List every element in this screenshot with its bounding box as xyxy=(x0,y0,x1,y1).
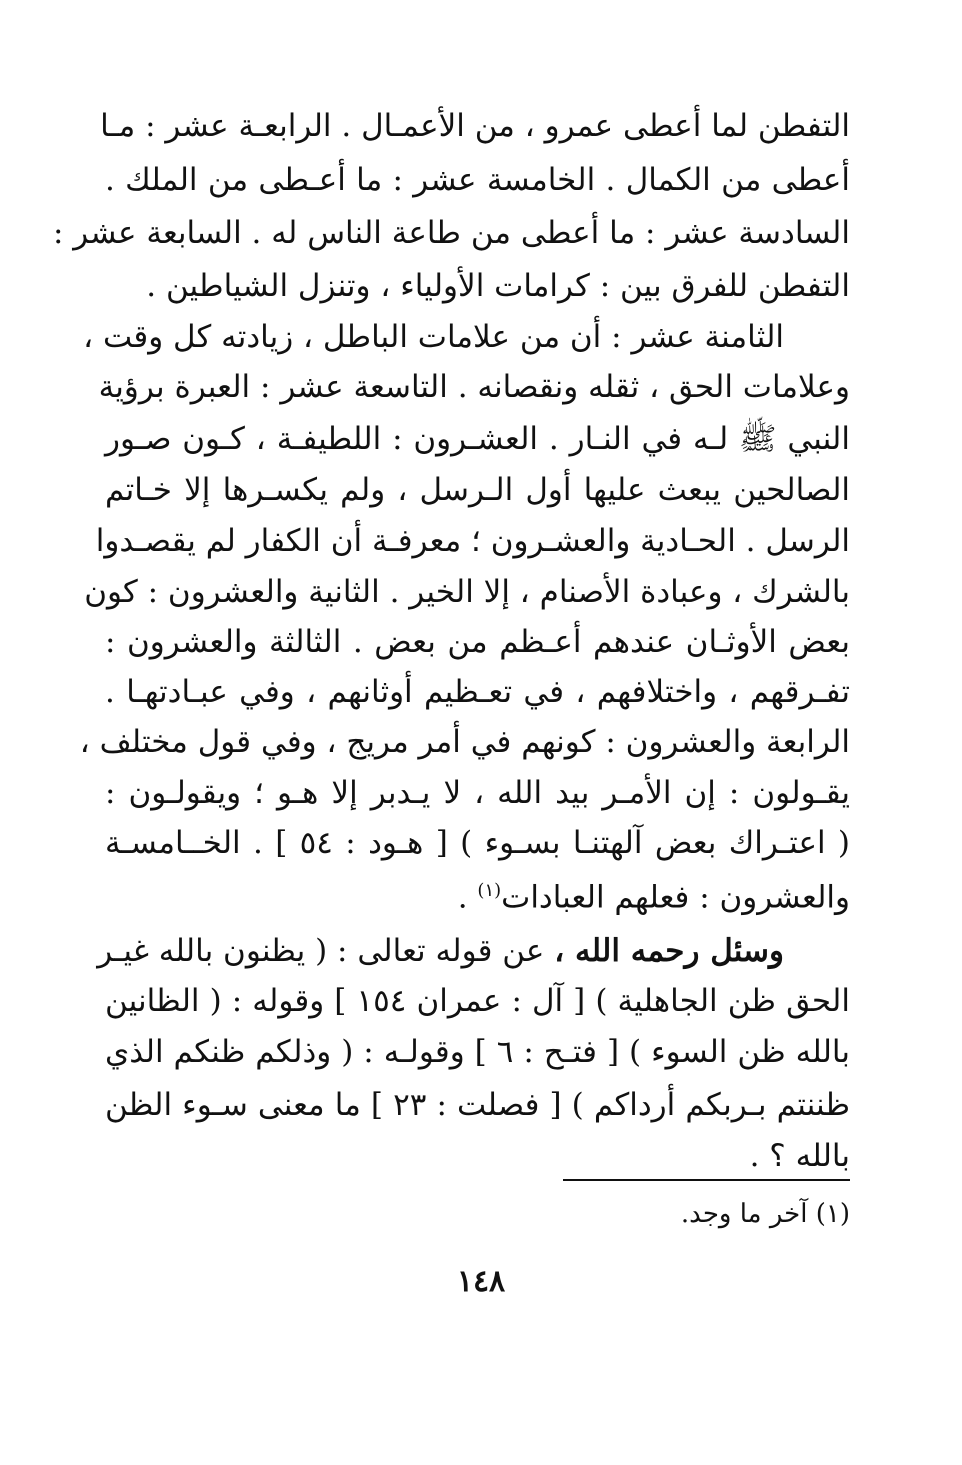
text-line: النبي ﷺ لـه في النـار . العشـرون : اللطيفـة ، كـون صـور xyxy=(105,421,850,457)
text-line: تفـرقهم ، واختلافهم ، في تعـظيم أوثانهم ، وفي عبـادتهـا . xyxy=(105,674,850,710)
text-line xyxy=(97,926,850,976)
text-line: بعض الأوثـان عندهم أعـظم من بعض . الثالثة والعشرون : xyxy=(105,624,850,660)
footnote-separator xyxy=(563,1179,850,1181)
text-line: الرابعة والعشرون : كونهم في أمر مريج ، وفي قول مختلف ، xyxy=(79,724,850,760)
text-line xyxy=(105,866,850,916)
text-line: ( اعتـراك بعض آلهتنـا بسـوء ) [ هـود : ٥٤ ] . الخــامسـة xyxy=(105,825,850,861)
text-line: التفطن لما أعطى عمرو ، من الأعمـال . الرابعـة عشر : مـا xyxy=(100,108,850,144)
text-line: ظننتم بـربكم أرداكم ) [ فصلت : ٢٣ ] ما معنى سـوء الظن xyxy=(105,1087,850,1123)
text-line: بالشرك ، وعبادة الأصنام ، إلا الخير . الثانية والعشرون : كون xyxy=(84,574,850,610)
text-line: التفطن للفرق بين : كرامات الأولياء ، وتنزل الشياطين . xyxy=(146,268,850,304)
footnote-marker[interactable]: (١) xyxy=(477,880,502,901)
text-line: أعطى من الكمال . الخامسة عشر : ما أعـطى من الملك . xyxy=(105,162,850,198)
text-line: بالله ظن السوء ) [ فتـح : ٦ ] وقولـه : ( وذلكم ظنكم الذي xyxy=(105,1034,851,1070)
text-line: الصالحين يبعث عليها أول الـرسل ، ولم يكسـرها إلا خـاتم xyxy=(105,472,850,508)
text-line: بالله ؟ . xyxy=(749,1138,850,1174)
text-line: الثامنة عشر : أن من علامات الباطل ، زيادته كل وقت ، xyxy=(83,319,784,355)
line-end: . xyxy=(457,879,478,916)
text-line: يقـولون : إن الأمـر بيد الله ، لا يـدبر إلا هـو ؛ ويقولـون : xyxy=(105,775,850,811)
text-line: السادسة عشر : ما أعطى من طاعة الناس له . السابعة عشر : xyxy=(52,215,850,251)
line-text: عن قوله تعالى : ( يظنون بالله غيـر xyxy=(97,933,555,969)
text-line: الرسل . الحـادية والعشـرون ؛ معرفـة أن الكفار لم يقصـدوا xyxy=(95,523,850,559)
page-number: ١٤٨ xyxy=(456,1264,506,1299)
footnote: (١) آخر ما وجد. xyxy=(680,1199,850,1229)
text-line: الحق ظن الجاهلية ) [ آل : عمران ١٥٤ ] وقوله : ( الظانين xyxy=(105,983,850,1019)
line-text: والعشرون : فعلهم العبادات xyxy=(501,879,850,916)
text-line: وعلامات الحق ، ثقله ونقصانه . التاسعة عشر : العبرة برؤية xyxy=(98,369,850,405)
question-lead: وسئل رحمه الله ، xyxy=(554,933,784,969)
